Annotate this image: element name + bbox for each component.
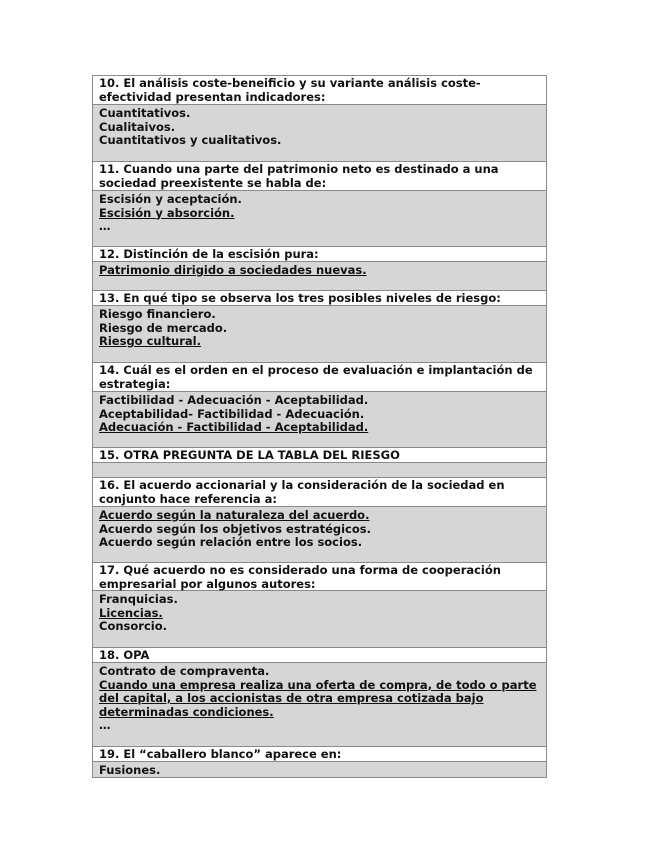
question-row (92, 290, 547, 305)
answer-option: … (99, 718, 111, 732)
question-row (92, 75, 547, 104)
answer-cell (92, 462, 547, 477)
answer-option-correct: Patrimonio dirigido a sociedades nuevas. (99, 263, 367, 277)
question-text: 12. Distinción de la escisión pura: (99, 247, 319, 261)
answer-option: Cuantitativos y cualitativos. (99, 133, 282, 147)
answer-cell (92, 261, 547, 290)
question-row (92, 746, 547, 761)
answer-cell (92, 506, 547, 562)
answer-option-correct: Riesgo cultural. (99, 334, 201, 348)
question-text: 11. Cuando una parte del patrimonio neto es destinado a una sociedad preexistente se habla de: (99, 162, 499, 190)
answer-option: Cuantitativos. (99, 106, 191, 120)
answer-option-correct: Cuando una empresa realiza una oferta de compra, de todo o parte del capital, a los accionistas de otra empresa cotizada bajo determinadas condiciones. (99, 677, 537, 719)
answer-option: Fusiones. (99, 763, 161, 777)
question-row (92, 362, 547, 391)
answer-option: Acuerdo según relación entre los socios. (99, 535, 363, 549)
answer-option: Riesgo financiero. (99, 307, 216, 321)
answer-option-correct: Acuerdo según la naturaleza del acuerdo. (99, 508, 370, 522)
question-text: 13. En qué tipo se observa los tres posibles niveles de riesgo: (99, 291, 501, 305)
question-text: 19. El “caballero blanco” aparece en: (99, 747, 342, 761)
answer-cell (92, 391, 547, 447)
question-text: 15. OTRA PREGUNTA DE LA TABLA DEL RIESGO (99, 448, 400, 462)
question-row (92, 246, 547, 261)
answer-option: Aceptabilidad- Factibilidad - Adecuación. (99, 406, 365, 421)
answer-cell (92, 662, 547, 746)
question-row (92, 647, 547, 662)
question-row (92, 562, 547, 590)
answer-option: Riesgo de mercado. (99, 320, 228, 335)
question-row (92, 447, 547, 462)
question-text: 18. OPA (99, 648, 150, 662)
answer-cell (92, 104, 547, 161)
answer-cell (92, 590, 547, 647)
answer-option-correct: Escisión y absorción. (99, 205, 235, 220)
answer-option-correct: Adecuación - Factibilidad - Aceptabilidad. (99, 420, 369, 434)
question-row (92, 477, 547, 506)
answer-option: Escisión y aceptación. (99, 192, 242, 206)
answer-option: … (99, 219, 111, 233)
question-text: 16. El acuerdo accionarial y la consideración de la sociedad en conjunto hace referencia a: (99, 478, 505, 506)
question-text: 17. Qué acuerdo no es considerado una forma de cooperación empresarial por algunos autores: (99, 563, 501, 591)
quiz-table (92, 75, 547, 778)
answer-cell (92, 190, 547, 246)
answer-option: Factibilidad - Adecuación - Aceptabilidad. (99, 393, 369, 407)
answer-option: Contrato de compraventa. (99, 664, 270, 678)
answer-cell (92, 761, 547, 778)
answer-option-correct: Licencias. (99, 605, 163, 620)
question-row (92, 161, 547, 190)
question-text: 10. El análisis coste-beneificio y su variante análisis coste-efectividad presentan indicadores: (99, 76, 481, 104)
answer-option: Consorcio. (99, 619, 167, 633)
answer-option: Cualitaivos. (99, 119, 176, 134)
answer-option: Franquicias. (99, 592, 178, 606)
answer-option: Acuerdo según los objetivos estratégicos. (99, 521, 371, 536)
answer-cell (92, 305, 547, 362)
question-text: 14. Cuál es el orden en el proceso de evaluación e implantación de estrategia: (99, 363, 533, 391)
